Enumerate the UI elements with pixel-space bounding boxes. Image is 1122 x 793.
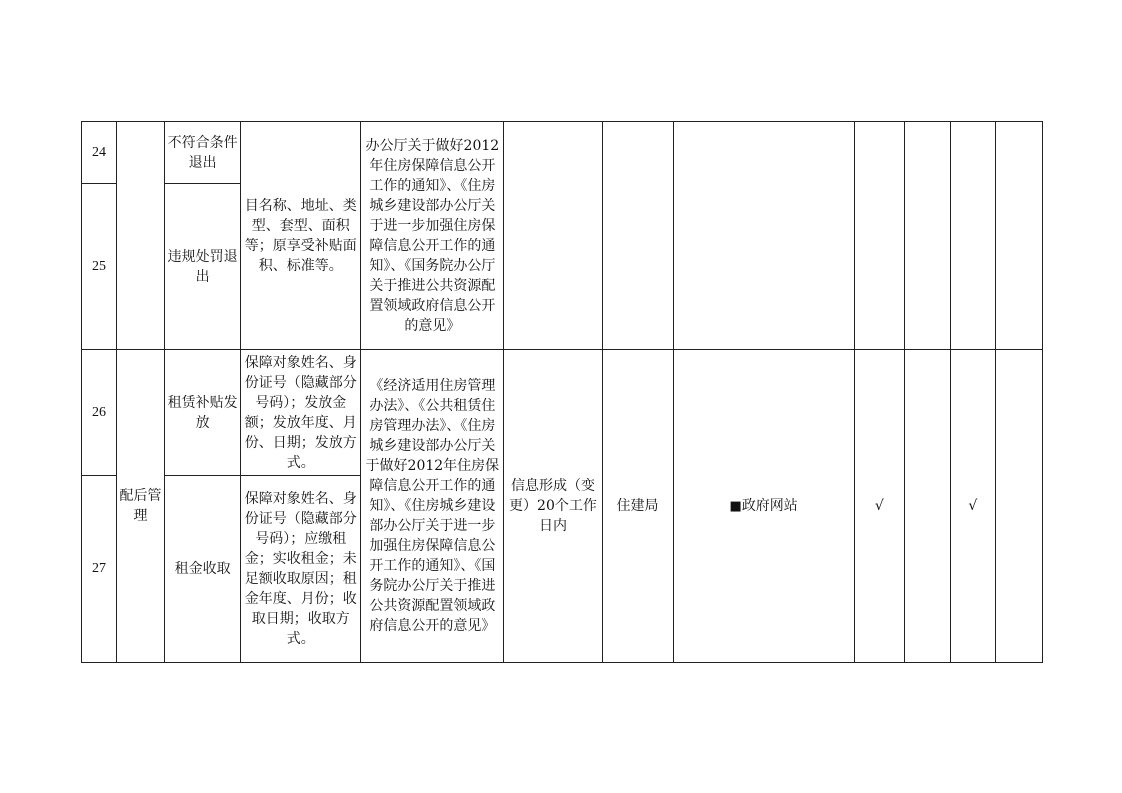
check-cell (950, 350, 995, 663)
check-cell-empty (854, 122, 904, 350)
check-mark-icon: √ (968, 498, 978, 514)
check-cell-empty (950, 122, 995, 350)
content-cell (241, 350, 361, 476)
table-row (82, 350, 1043, 476)
table-row (82, 122, 1043, 184)
item-text: 不符合条件退出 (167, 134, 238, 171)
check-cell-empty (995, 350, 1042, 663)
time-limit-cell-empty (504, 122, 602, 350)
row-number: 27 (82, 476, 117, 663)
check-cell (854, 350, 904, 663)
category-text: 配后管理 (119, 488, 162, 524)
basis-text: 办公厅关于做好2012年住房保障信息公开工作的通知》、《住房城乡建设部办公厅关于进一步加强住房保障信息公开工作的通知》、《国务院办公厅关于推进公共资源配置领域政府信息公开的意见》 (365, 137, 500, 334)
row-number: 24 (82, 122, 117, 184)
item-cell (165, 184, 241, 350)
time-limit-cell (504, 350, 602, 663)
content-text: 目名称、地址、类型、套型、面积等；原享受补贴面积、标准等。 (244, 197, 357, 274)
basis-cell (361, 122, 504, 350)
row-number: 26 (82, 350, 117, 476)
item-text: 违规处罚退出 (167, 248, 238, 285)
check-mark-icon: √ (874, 498, 884, 514)
category-cell (117, 350, 165, 663)
time-limit-text: 信息形成（变更）20个工作日内 (509, 478, 597, 534)
item-cell (165, 476, 241, 663)
content-text: 保障对象姓名、身份证号（隐藏部分号码）；发放金额；发放年度、月份、日期；发放方式。 (244, 354, 357, 471)
item-cell (165, 122, 241, 184)
subject-text: 住建局 (616, 498, 659, 514)
filled-square-icon: ■ (729, 498, 742, 514)
basis-cell (361, 350, 504, 663)
disclosure-table (81, 121, 1043, 663)
item-cell (165, 350, 241, 476)
check-cell-empty (904, 122, 950, 350)
content-cell (241, 122, 361, 350)
channel-text: 政府网站 (741, 497, 798, 514)
content-text: 保障对象姓名、身份证号（隐藏部分号码）；应缴租金；实收租金；未足额收取原因；租金年度、月份；收取日期；收取方式。 (244, 491, 357, 647)
check-cell-empty (995, 122, 1042, 350)
item-text: 租赁补贴发放 (167, 394, 238, 431)
channel-cell (673, 350, 854, 663)
category-cell-empty (117, 122, 165, 350)
row-number: 25 (82, 184, 117, 350)
item-text: 租金收取 (174, 561, 231, 577)
check-cell-empty (904, 350, 950, 663)
subject-cell-empty (602, 122, 673, 350)
basis-text: 《经济适用住房管理办法》、《公共租赁住房管理办法》、《住房城乡建设部办公厅关于做好2012年住房保障信息公开工作的通知》、《住房城乡建设部办公厅关于进一步加强住房保障信息公开工作的通知》、《国务院办公厅关于推进公共资源配置领域政府信息公开的意见》 (365, 378, 500, 634)
channel-cell-empty (673, 122, 854, 350)
subject-cell (602, 350, 673, 663)
content-cell (241, 476, 361, 663)
